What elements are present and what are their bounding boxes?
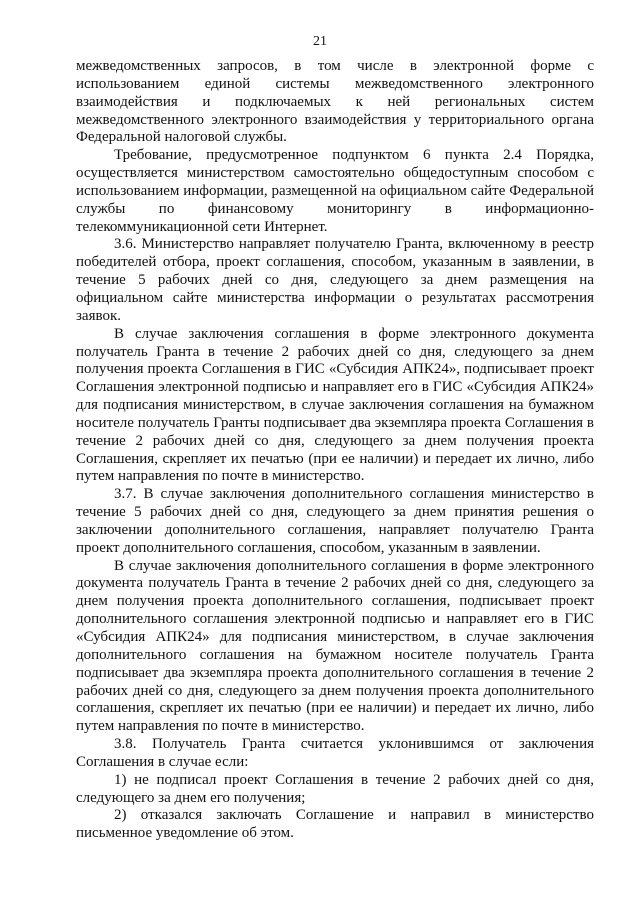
list-item-1: 1) не подписал проект Соглашения в течение 2 рабочих дней со дня, следующего за днем его получения; — [76, 771, 594, 806]
list-item-2: 2) отказался заключать Соглашение и направил в министерство письменное уведомление об этом. — [76, 807, 594, 842]
page-number: 21 — [313, 34, 327, 49]
paragraph-electronic-additional-agreement: В случае заключения дополнительного соглашения в форме электронного документа получатель Гранта в течение 2 рабочих дней со дня, следующего за днем получения проекта дополнительного соглашения, подписывает проект дополнительного соглашения электронной подписью и направляет его в ГИС «Субсидия АПК24» для подписания министерством, в случае заключения дополнительного соглашения на бумажном носителе получатель Гранта подписывает два экземпляра проекта дополнительного соглашения в течение 2 рабочих дней со дня, следующего за днем получения проекта дополнительного соглашения, скрепляет их печатью (при ее наличии) и передает их лично, либо путем направления по почте в министерство. — [76, 557, 594, 735]
paragraph-clause-3-7: 3.7. В случае заключения дополнительного соглашения министерство в течение 5 рабочих дней со дня, следующего за днем принятия решения о заключении дополнительного соглашения, направляет получателю Гранта проект дополнительного соглашения, способом, указанным в заявлении. — [76, 486, 594, 556]
paragraph-clause-3-8: 3.8. Получатель Гранта считается уклонившимся от заключения Соглашения в случае если: — [76, 736, 594, 770]
paragraph-requirement-subclause-6: Требование, предусмотренное подпунктом 6 пункта 2.4 Порядка, осуществляется министерством самостоятельно общедоступным способом с использованием информации, размещенной на официальном сайте Федеральной службы по финансовому мониторингу в информационно-телекоммуникационной сети Интернет. — [76, 147, 594, 235]
paragraph-clause-3-6: 3.6. Министерство направляет получателю Гранта, включенному в реестр победителей отбора, проект соглашения, способом, указанным в заявлении, в течение 5 рабочих дней со дня, следующего за днем размещения на официальном сайте министерства информации о результатах рассмотрения заявок. — [76, 236, 594, 324]
document-body — [76, 58, 594, 843]
paragraph-continuation-interagency-requests: межведомственных запросов, в том числе в электронной форме с использованием единой системы межведомственного электронного взаимодействия и подключаемых к ней региональных систем межведомственного электронного взаимодействия у территориального органа Федеральной налоговой службы. — [76, 58, 594, 146]
paragraph-electronic-agreement: В случае заключения соглашения в форме электронного документа получатель Гранта в течение 2 рабочих дней со дня, следующего за днем получения проекта Соглашения в ГИС «Субсидия АПК24», подписывает проект Соглашения электронной подписью и направляет его в ГИС «Субсидия АПК24» для подписания министерством, в случае заключения соглашения на бумажном носителе получатель Гранты подписывает два экземпляра проекта Соглашения в течение 2 рабочих дней со дня, следующего за днем получения проекта Соглашения, скрепляет их печатью (при ее наличии) и передает их лично, либо путем направления по почте в министерство. — [76, 325, 594, 485]
